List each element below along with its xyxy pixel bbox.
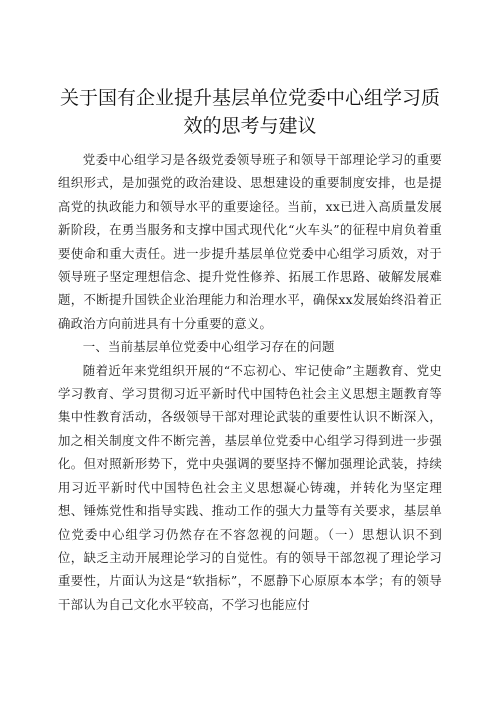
- section-1-heading: 一、当前基层单位党委中心组学习存在的问题: [82, 339, 335, 355]
- intro-paragraph: 党委中心组学习是各级党委领导班子和领导干部理论学习的重要组织形式，是加强党的政治建设、思想建设的重要制度安排，也是提高党的执政能力和领导水平的重要途径。当前，xx已进入高质量发展新阶段，在勇当服务和支撑中国式现代化“火车头”的征程中肩负着重要使命和重大责任。进一步提升基层单位党委中心组学习质效，对于领导班子坚定理想信念、提升党性修养、拓展工作思路、破解发展难题，不断提升国铁企业治理能力和治理水平，确保xx发展始终沿着正确政治方向前进具有十分重要的意义。: [58, 152, 442, 331]
- document-body: [58, 148, 442, 616]
- title-line-1: 关于国有企业提升基层单位党委中心组学习质: [59, 87, 440, 109]
- title-line-2: 效的思考与建议: [183, 115, 317, 137]
- document-title: [58, 84, 442, 140]
- section-1-paragraph: 随着近年来党组织开展的“不忘初心、牢记使命”主题教育、党史学习教育、学习贯彻习近平新时代中国特色社会主义思想主题教育等集中性教育活动，各级领导干部对理论武装的重要性认识不断深入，加之相关制度文件不断完善，基层单位党委中心组学习得到进一步强化。但对照新形势下，党中央强调的要坚持不懈加强理论武装，持续用习近平新时代中国特色社会主义思想凝心铸魂，并转化为坚定理想、锤炼党性和指导实践、推动工作的强大力量等有关要求，基层单位党委中心组学习仍然存在不容忽视的问题。（一）思想认识不到位，缺乏主动开展理论学习的自觉性。有的领导干部忽视了理论学习重要性，片面认为这是“软指标”，不愿静下心原原本本学；有的领导干部认为自己文化水平较高，不学习也能应付: [58, 362, 442, 612]
